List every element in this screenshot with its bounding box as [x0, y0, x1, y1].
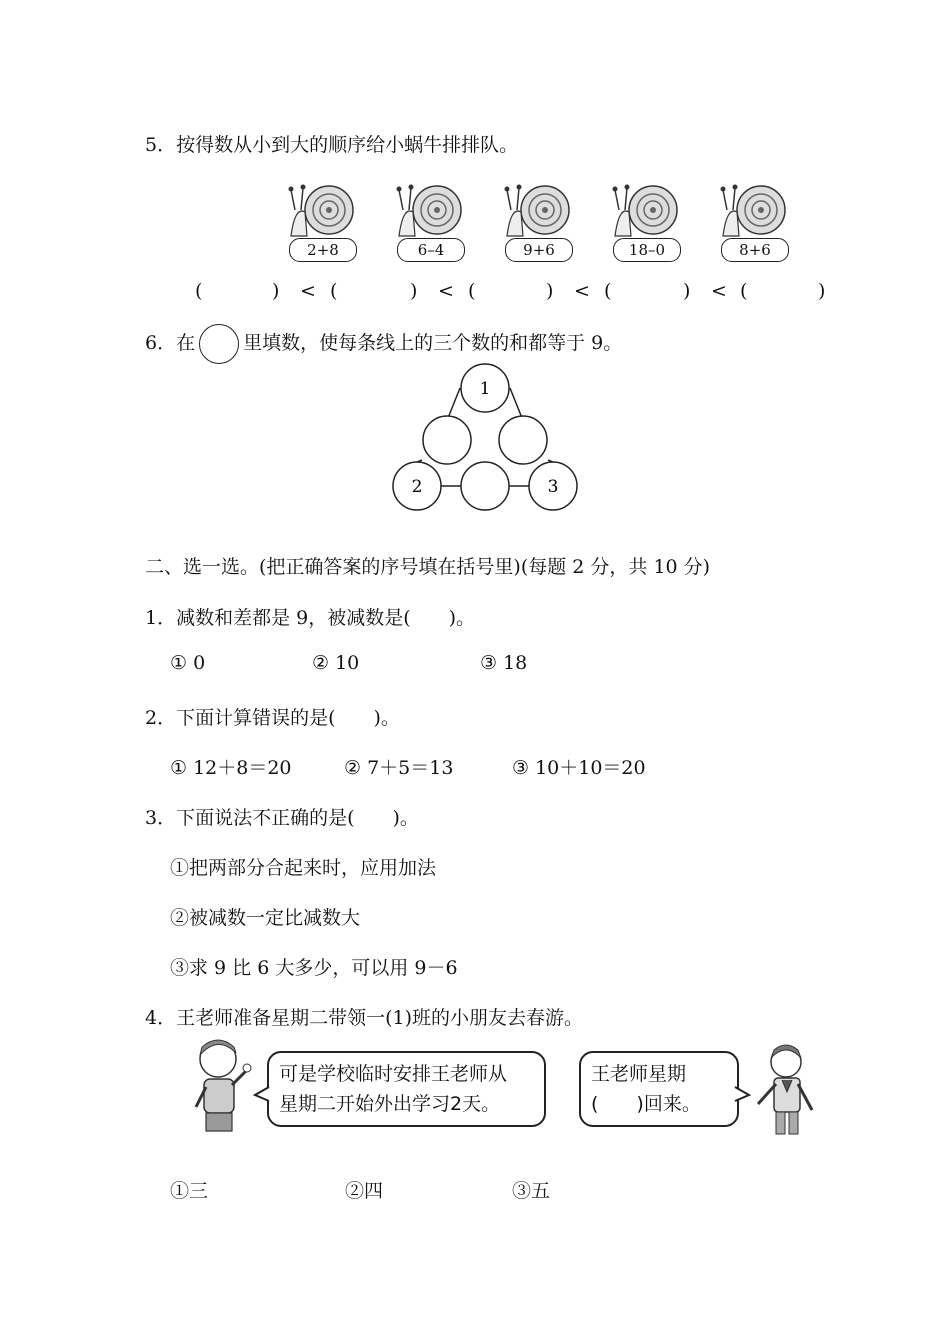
q3-text: 3．下面说法不正确的是( )。: [145, 807, 419, 829]
snail: [501, 182, 581, 262]
speech-bubble-left: [267, 1051, 546, 1127]
bubble-right-line: 王老师星期: [591, 1063, 687, 1085]
less-than: <: [574, 280, 590, 302]
circle-mid-right[interactable]: [499, 416, 547, 464]
snail-expression: 8+6: [721, 238, 789, 262]
paren-close: ): [818, 280, 826, 302]
snail: [717, 182, 797, 262]
paren-close: ): [272, 280, 280, 302]
q1-option[interactable]: ③ 18: [480, 652, 528, 674]
q4-option[interactable]: ①三: [170, 1180, 209, 1202]
triangle-diagram: [385, 360, 585, 520]
bubble-left-line: 可是学校临时安排王老师从: [279, 1063, 508, 1085]
q2-option[interactable]: ② 7＋5＝13: [344, 757, 454, 779]
paren-open: (: [740, 280, 748, 302]
snail: [285, 182, 365, 262]
bubble-right-line: ( )回来。: [591, 1093, 701, 1115]
snail-icon: [393, 182, 473, 242]
snail-icon: [501, 182, 581, 242]
paren-open: (: [604, 280, 612, 302]
q3-option[interactable]: ①把两部分合起来时，应用加法: [170, 857, 437, 879]
paren-open: (: [330, 280, 338, 302]
less-than: <: [711, 280, 727, 302]
q6-title: [145, 322, 622, 364]
circle-mid-left[interactable]: [423, 416, 471, 464]
circle-icon: [199, 324, 239, 364]
q2-option[interactable]: ① 12＋8＝20: [170, 757, 292, 779]
q6-suffix: 里填数，使每条线上的三个数的和都等于 9。: [243, 332, 623, 354]
bubble-left-line: 星期二开始外出学习2天。: [279, 1093, 501, 1115]
q6-prefix: 6．在: [145, 332, 196, 354]
q1-option[interactable]: ① 0: [170, 652, 206, 674]
q2-option[interactable]: ③ 10＋10＝20: [512, 757, 646, 779]
paren-close: ): [683, 280, 691, 302]
q1-option[interactable]: ② 10: [312, 652, 360, 674]
snail-expression: 18–0: [613, 238, 681, 262]
q1-text: 1．减数和差都是 9，被减数是( )。: [145, 607, 476, 629]
q2-text: 2．下面计算错误的是( )。: [145, 707, 400, 729]
bubble-tail-left: [253, 1085, 271, 1105]
q3-option[interactable]: ③求 9 比 6 大多少，可以用 9－6: [170, 957, 458, 979]
snail-expression: 2+8: [289, 238, 357, 262]
q4-option[interactable]: ②四: [345, 1180, 384, 1202]
snail: [609, 182, 689, 262]
given-bottom-left: 2: [411, 477, 423, 497]
paren-open: (: [468, 280, 476, 302]
circle-bottom-mid[interactable]: [461, 462, 509, 510]
snail-icon: [609, 182, 689, 242]
section2-heading: 二、选一选。(把正确答案的序号填在括号里)(每题 2 分，共 10 分): [145, 556, 711, 578]
snail-expression: 6–4: [397, 238, 465, 262]
boy-right-illustration: [748, 1040, 828, 1140]
snail: [393, 182, 473, 262]
q5-title: 5．按得数从小到大的顺序给小蜗牛排排队。: [145, 134, 519, 156]
q3-option[interactable]: ②被减数一定比减数大: [170, 907, 361, 929]
snail-icon: [285, 182, 365, 242]
less-than: <: [438, 280, 454, 302]
less-than: <: [300, 280, 316, 302]
paren-open: (: [195, 280, 203, 302]
q4-text: 4．王老师准备星期二带领一(1)班的小朋友去春游。: [145, 1007, 584, 1029]
snail-icon: [717, 182, 797, 242]
paren-close: ): [546, 280, 554, 302]
given-bottom-right: 3: [547, 477, 559, 497]
q4-option[interactable]: ③五: [512, 1180, 551, 1202]
speech-bubble-right: [579, 1051, 739, 1127]
given-top: 1: [479, 379, 491, 399]
paren-close: ): [410, 280, 418, 302]
snail-expression: 9+6: [505, 238, 573, 262]
